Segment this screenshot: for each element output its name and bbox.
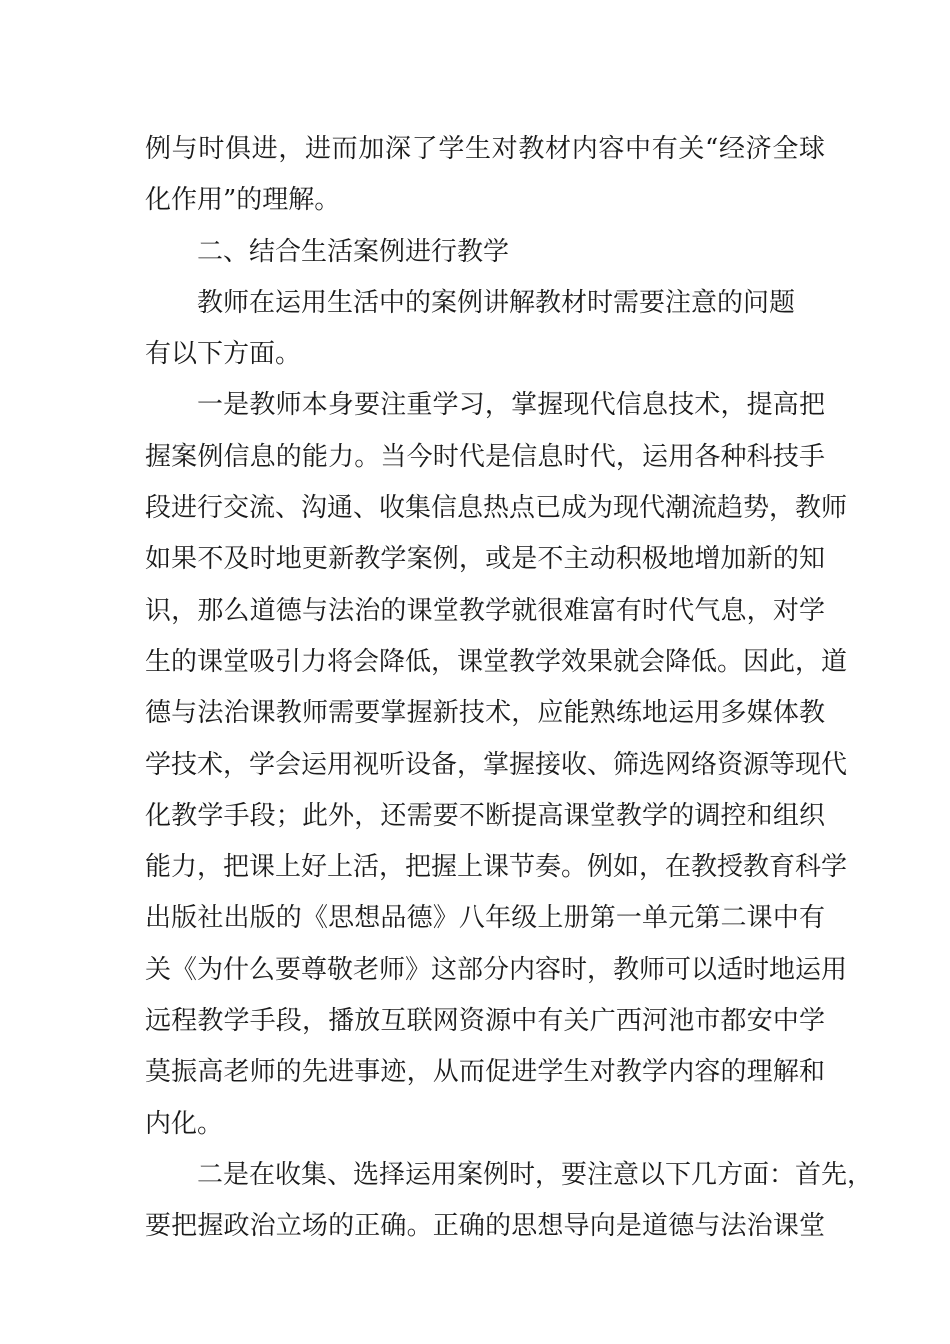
text-line: 二是在收集、选择运用案例时，要注意以下几方面：首先， — [197, 1159, 874, 1190]
text-line: 例与时俱进，进而加深了学生对教材内容中有关“经济全球 — [145, 134, 825, 164]
text-line: 握案例信息的能力。当今时代是信息时代，运用各种科技手 — [145, 441, 825, 472]
text-line: 教师在运用生活中的案例讲解教材时需要注意的问题 — [197, 287, 796, 318]
text-line: 识，那么道德与法治的课堂教学就很难富有时代气息，对学 — [145, 595, 825, 626]
text-line: 要把握政治立场的正确。正确的思想导向是道德与法治课堂 — [145, 1211, 825, 1242]
section-heading: 二、结合生活案例进行教学 — [197, 236, 510, 267]
text-line: 学技术，学会运用视听设备，掌握接收、筛选网络资源等现代 — [145, 749, 848, 780]
document-page — [145, 124, 874, 1253]
text-line: 内化。 — [145, 1108, 224, 1139]
text-line: 出版社出版的《思想品德》八年级上册第一单元第二课中有 — [145, 903, 825, 934]
text-line: 段进行交流、沟通、收集信息热点已成为现代潮流趋势，教师 — [145, 493, 848, 524]
text-line: 远程教学手段，播放互联网资源中有关广西河池市都安中学 — [145, 1006, 825, 1037]
text-line: 关《为什么要尊敬老师》这部分内容时，教师可以适时地运用 — [145, 954, 848, 985]
text-line: 化教学手段；此外，还需要不断提高课堂教学的调控和组织 — [145, 800, 825, 831]
text-line: 一是教师本身要注重学习，掌握现代信息技术，提高把 — [197, 390, 825, 421]
text-line: 生的课堂吸引力将会降低，课堂教学效果就会降低。因此，道 — [145, 646, 848, 677]
text-line: 化作用”的理解。 — [145, 185, 341, 216]
text-line: 莫振高老师的先进事迹，从而促进学生对教学内容的理解和 — [145, 1057, 825, 1088]
text-line: 如果不及时地更新教学案例，或是不主动积极地增加新的知 — [145, 544, 825, 575]
text-line: 德与法治课教师需要掌握新技术，应能熟练地运用多媒体教 — [145, 698, 825, 729]
text-line: 有以下方面。 — [145, 339, 302, 370]
text-line: 能力，把课上好上活，把握上课节奏。例如，在教授教育科学 — [145, 852, 848, 883]
